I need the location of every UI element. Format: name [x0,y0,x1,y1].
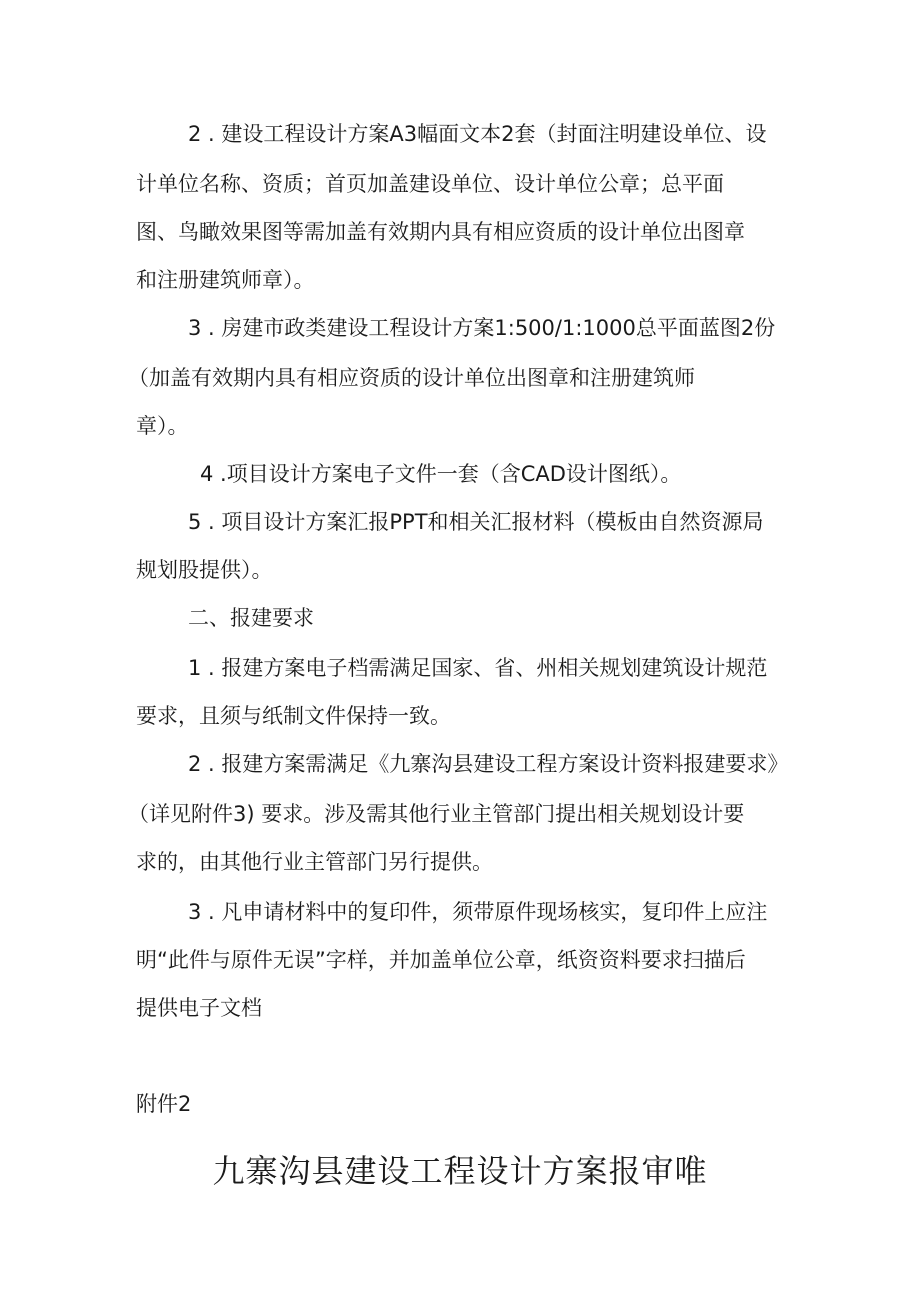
req-1-line-1: 1 . 报建方案电子档需满足国家、省、州相关规划建筑设计规范 [188,656,768,680]
req-2-line-1: 2 . 报建方案需满足《九寨沟县建设工程方案设计资料报建要求》 [188,752,789,776]
req-1-line-2: 要求，且须与纸制文件保持一致。 [136,704,451,728]
req-3-line-1: 3 . 凡申请材料中的复印件，须带原件现场核实，复印件上应注 [188,900,768,924]
item-5-line-2: 规划股提供）。 [136,558,273,582]
item-3-line-2: （加盖有效期内具有相应资质的设计单位出图章和注册建筑师 [128,366,695,390]
req-3-line-2: 明“此件与原件无误”字样，并加盖单位公章，纸资资料要求扫描后 [136,948,746,972]
item-3-line-3: 章）。 [136,414,189,438]
req-3-line-3: 提供电子文档 [136,996,262,1020]
item-3-line-1: 3 . 房建市政类建设工程设计方案1:500/1:1000总平面蓝图2份 [188,316,776,340]
document-title: 九寨沟县建设工程设计方案报审唯 [212,1152,708,1190]
item-4-line-1: 4 .项目设计方案电子文件一套（含CAD设计图纸）。 [200,462,682,486]
item-5-line-1: 5 . 项目设计方案汇报PPT和相关汇报材料（模板由自然资源局 [188,510,764,534]
req-2-line-3: 求的，由其他行业主管部门另行提供。 [136,850,493,874]
item-2-line-4: 和注册建筑师章）。 [136,268,315,292]
section-2-heading: 二、报建要求 [188,606,314,630]
item-2-line-2: 计单位名称、资质；首页加盖建设单位、设计单位公章；总平面 [136,172,724,196]
item-2-line-1: 2 . 建设工程设计方案A3幅面文本2套（封面注明建设单位、设 [188,122,767,146]
item-2-line-3: 图、鸟瞰效果图等需加盖有效期内具有相应资质的设计单位出图章 [136,220,745,244]
attachment-label: 附件2 [136,1092,192,1116]
req-2-line-2: （详见附件3) 要求。涉及需其他行业主管部门提出相关规划设计要 [128,802,745,826]
